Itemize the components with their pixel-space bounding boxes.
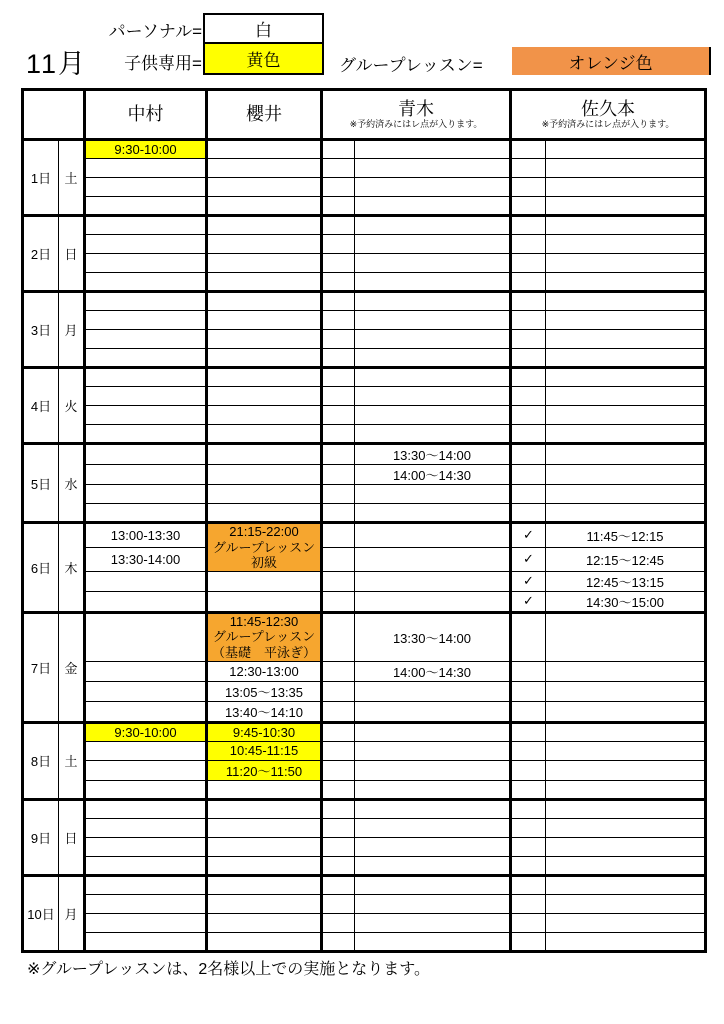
slot-d4-aoki-r3 bbox=[355, 425, 511, 444]
slot-d3-sakurai-r2 bbox=[207, 330, 322, 349]
check-cell-d3-sakumoto-r0 bbox=[511, 292, 546, 311]
dow-cell-d6: 木 bbox=[59, 523, 85, 613]
slot-d10-sakurai-r1 bbox=[207, 894, 322, 913]
slot-d3-nakamura-r2 bbox=[85, 330, 207, 349]
date-cell-d2: 2日 bbox=[23, 216, 59, 292]
slot-d1-sakumoto-r2 bbox=[546, 178, 706, 197]
dow-cell-d1: 土 bbox=[59, 140, 85, 216]
check-cell-d1-aoki-r3 bbox=[322, 197, 355, 216]
check-cell-d10-aoki-r1 bbox=[322, 894, 355, 913]
check-cell-d8-aoki-r3 bbox=[322, 780, 355, 799]
check-cell-d6-aoki-r1 bbox=[322, 547, 355, 571]
slot-d4-sakurai-r1 bbox=[207, 387, 322, 406]
slot-d5-aoki-r3 bbox=[355, 504, 511, 523]
slot-d4-sakumoto-r3 bbox=[546, 425, 706, 444]
slot-d6-nakamura-r0: 13:00-13:30 bbox=[85, 523, 207, 548]
slot-d2-sakurai-r0 bbox=[207, 216, 322, 235]
schedule-table bbox=[21, 88, 707, 953]
check-cell-d5-sakumoto-r3 bbox=[511, 504, 546, 523]
header-aoki-label: 青木 bbox=[398, 98, 434, 119]
dow-cell-d7: 金 bbox=[59, 612, 85, 722]
slot-d4-aoki-r2 bbox=[355, 406, 511, 425]
date-cell-d7: 7日 bbox=[23, 612, 59, 722]
slot-d2-nakamura-r1 bbox=[85, 235, 207, 254]
check-cell-d1-sakumoto-r1 bbox=[511, 159, 546, 178]
check-cell-d9-sakumoto-r1 bbox=[511, 818, 546, 837]
slot-d3-sakurai-r3 bbox=[207, 349, 322, 368]
check-cell-d10-aoki-r2 bbox=[322, 913, 355, 932]
slot-d1-nakamura-r1 bbox=[85, 159, 207, 178]
slot-d5-sakumoto-r0 bbox=[546, 444, 706, 465]
check-cell-d8-sakumoto-r1 bbox=[511, 741, 546, 760]
dow-cell-d4: 火 bbox=[59, 368, 85, 444]
legend-personal-value: 白 bbox=[255, 21, 272, 40]
slot-d5-sakumoto-r1 bbox=[546, 465, 706, 485]
check-cell-d10-sakumoto-r2 bbox=[511, 913, 546, 932]
slot-d1-nakamura-r2 bbox=[85, 178, 207, 197]
slot-d6-aoki-r2 bbox=[355, 571, 511, 591]
check-cell-d7-sakumoto-r0 bbox=[511, 612, 546, 661]
date-cell-d1: 1日 bbox=[23, 140, 59, 216]
check-cell-d10-aoki-r3 bbox=[322, 932, 355, 951]
slot-d6-sakumoto-r0: 11:45～12:15 bbox=[546, 523, 706, 548]
header-sakumoto-label: 佐久本 bbox=[581, 98, 635, 119]
check-cell-d5-aoki-r3 bbox=[322, 504, 355, 523]
slot-d10-sakurai-r2 bbox=[207, 913, 322, 932]
slot-d8-aoki-r3 bbox=[355, 780, 511, 799]
slot-d8-sakurai-r2: 11:20～11:50 bbox=[207, 760, 322, 780]
check-cell-d8-aoki-r0 bbox=[322, 722, 355, 741]
check-cell-d9-sakumoto-r3 bbox=[511, 856, 546, 875]
slot-d10-nakamura-r1 bbox=[85, 894, 207, 913]
dow-cell-d9: 日 bbox=[59, 799, 85, 875]
check-cell-d7-sakumoto-r2 bbox=[511, 661, 546, 681]
check-cell-d8-aoki-r2 bbox=[322, 760, 355, 780]
slot-line: 21:15-22:00 bbox=[229, 524, 299, 539]
check-cell-d7-aoki-r4 bbox=[322, 701, 355, 722]
slot-d9-aoki-r1 bbox=[355, 818, 511, 837]
slot-d3-aoki-r3 bbox=[355, 349, 511, 368]
slot-d10-aoki-r0 bbox=[355, 875, 511, 894]
header-sakurai bbox=[207, 90, 322, 140]
schedule-header bbox=[23, 90, 706, 140]
slot-d2-aoki-r3 bbox=[355, 273, 511, 292]
check-cell-d4-sakumoto-r0 bbox=[511, 368, 546, 387]
header-sakumoto bbox=[511, 90, 706, 140]
slot-d7-nakamura-r4 bbox=[85, 701, 207, 722]
check-cell-d2-aoki-r0 bbox=[322, 216, 355, 235]
check-cell-d9-aoki-r3 bbox=[322, 856, 355, 875]
slot-d6-sakumoto-r3: 14:30～15:00 bbox=[546, 591, 706, 612]
header-sakurai-label: 櫻井 bbox=[246, 104, 282, 125]
slot-d8-nakamura-r2 bbox=[85, 760, 207, 780]
slot-d6-aoki-r0 bbox=[355, 523, 511, 548]
slot-d4-aoki-r0 bbox=[355, 368, 511, 387]
slot-d7-sakurai-r2: 12:30-13:00 bbox=[207, 661, 322, 681]
slot-d1-aoki-r0 bbox=[355, 140, 511, 159]
check-cell-d2-sakumoto-r2 bbox=[511, 254, 546, 273]
slot-d5-aoki-r2 bbox=[355, 485, 511, 504]
slot-d7-sakumoto-r3 bbox=[546, 681, 706, 701]
legend-kids-label: 子供専用= bbox=[124, 54, 202, 73]
slot-d10-aoki-r1 bbox=[355, 894, 511, 913]
slot-d2-sakurai-r1 bbox=[207, 235, 322, 254]
date-cell-d8: 8日 bbox=[23, 722, 59, 799]
check-cell-d9-aoki-r1 bbox=[322, 818, 355, 837]
date-cell-d10: 10日 bbox=[23, 875, 59, 951]
slot-d1-nakamura-r0: 9:30-10:00 bbox=[85, 140, 207, 159]
slot-d3-sakumoto-r2 bbox=[546, 330, 706, 349]
slot-d10-sakumoto-r3 bbox=[546, 932, 706, 951]
check-cell-d3-aoki-r3 bbox=[322, 349, 355, 368]
slot-d6-aoki-r3 bbox=[355, 591, 511, 612]
slot-d9-aoki-r3 bbox=[355, 856, 511, 875]
slot-d9-sakurai-r3 bbox=[207, 856, 322, 875]
slot-d3-sakumoto-r0 bbox=[546, 292, 706, 311]
check-cell-d1-sakumoto-r0 bbox=[511, 140, 546, 159]
slot-d10-aoki-r2 bbox=[355, 913, 511, 932]
slot-d8-sakumoto-r0 bbox=[546, 722, 706, 741]
slot-d2-sakumoto-r0 bbox=[546, 216, 706, 235]
slot-line: 11:45-12:30 bbox=[229, 613, 299, 629]
slot-d10-sakurai-r0 bbox=[207, 875, 322, 894]
check-cell-d3-aoki-r2 bbox=[322, 330, 355, 349]
slot-d9-sakurai-r2 bbox=[207, 837, 322, 856]
legend-personal-swatch bbox=[203, 13, 324, 44]
slot-d8-aoki-r2 bbox=[355, 760, 511, 780]
slot-d1-aoki-r2 bbox=[355, 178, 511, 197]
slot-d3-aoki-r2 bbox=[355, 330, 511, 349]
legend-group-label: グループレッスン= bbox=[339, 56, 483, 75]
slot-d2-sakumoto-r1 bbox=[546, 235, 706, 254]
legend-kids-swatch bbox=[203, 44, 324, 75]
date-cell-d5: 5日 bbox=[23, 444, 59, 523]
slot-d3-nakamura-r0 bbox=[85, 292, 207, 311]
slot-d7-aoki-r0: 13:30～14:00 bbox=[355, 612, 511, 661]
slot-d2-nakamura-r0 bbox=[85, 216, 207, 235]
check-cell-d8-sakumoto-r2 bbox=[511, 760, 546, 780]
check-cell-d10-sakumoto-r3 bbox=[511, 932, 546, 951]
slot-d7-sakurai-r0 bbox=[207, 612, 322, 661]
slot-d6-sakurai-r2 bbox=[207, 571, 322, 591]
check-cell-d7-aoki-r0 bbox=[322, 612, 355, 661]
check-cell-d4-aoki-r2 bbox=[322, 406, 355, 425]
slot-d8-sakumoto-r2 bbox=[546, 760, 706, 780]
check-cell-d5-aoki-r1 bbox=[322, 465, 355, 485]
slot-d3-aoki-r1 bbox=[355, 311, 511, 330]
slot-d6-aoki-r1 bbox=[355, 547, 511, 571]
check-cell-d6-aoki-r0 bbox=[322, 523, 355, 548]
slot-d2-nakamura-r2 bbox=[85, 254, 207, 273]
slot-d1-sakurai-r3 bbox=[207, 197, 322, 216]
header-corner-cell bbox=[23, 90, 85, 140]
dow-cell-d2: 日 bbox=[59, 216, 85, 292]
slot-d9-nakamura-r1 bbox=[85, 818, 207, 837]
check-cell-d6-aoki-r3 bbox=[322, 591, 355, 612]
check-cell-d2-sakumoto-r1 bbox=[511, 235, 546, 254]
check-cell-d4-aoki-r3 bbox=[322, 425, 355, 444]
slot-d7-nakamura-r3 bbox=[85, 681, 207, 701]
slot-d7-sakumoto-r2 bbox=[546, 661, 706, 681]
check-cell-d6-sakumoto-r1: ✓ bbox=[511, 547, 546, 571]
check-cell-d6-aoki-r2 bbox=[322, 571, 355, 591]
slot-d8-sakumoto-r1 bbox=[546, 741, 706, 760]
slot-d9-nakamura-r0 bbox=[85, 799, 207, 818]
slot-d5-sakumoto-r2 bbox=[546, 485, 706, 504]
check-cell-d1-sakumoto-r3 bbox=[511, 197, 546, 216]
slot-d10-nakamura-r2 bbox=[85, 913, 207, 932]
slot-d10-aoki-r3 bbox=[355, 932, 511, 951]
slot-d4-nakamura-r2 bbox=[85, 406, 207, 425]
check-cell-d3-sakumoto-r1 bbox=[511, 311, 546, 330]
slot-d8-sakurai-r3 bbox=[207, 780, 322, 799]
date-cell-d9: 9日 bbox=[23, 799, 59, 875]
slot-d6-nakamura-r2 bbox=[85, 571, 207, 591]
header-sakumoto-note: ※予約済みにはレ点が入ります。 bbox=[541, 119, 675, 130]
check-cell-d4-sakumoto-r3 bbox=[511, 425, 546, 444]
check-cell-d4-sakumoto-r2 bbox=[511, 406, 546, 425]
slot-d10-sakurai-r3 bbox=[207, 932, 322, 951]
slot-d6-nakamura-r1: 13:30-14:00 bbox=[85, 547, 207, 571]
check-cell-d10-aoki-r0 bbox=[322, 875, 355, 894]
slot-d6-sakurai-r0 bbox=[207, 523, 322, 572]
slot-d1-aoki-r1 bbox=[355, 159, 511, 178]
check-cell-d7-sakumoto-r4 bbox=[511, 701, 546, 722]
slot-d9-sakurai-r1 bbox=[207, 818, 322, 837]
slot-line: （基礎 平泳ぎ） bbox=[211, 644, 316, 660]
slot-d7-sakumoto-r0 bbox=[546, 612, 706, 661]
date-cell-d3: 3日 bbox=[23, 292, 59, 368]
slot-d7-nakamura-r0 bbox=[85, 612, 207, 661]
check-cell-d3-sakumoto-r2 bbox=[511, 330, 546, 349]
check-cell-d6-sakumoto-r3: ✓ bbox=[511, 591, 546, 612]
check-cell-d4-aoki-r0 bbox=[322, 368, 355, 387]
check-cell-d6-sakumoto-r0: ✓ bbox=[511, 523, 546, 548]
slot-d2-sakumoto-r2 bbox=[546, 254, 706, 273]
slot-d1-nakamura-r3 bbox=[85, 197, 207, 216]
legend-personal-label: パーソナル= bbox=[108, 22, 202, 41]
slot-d6-sakumoto-r1: 12:15～12:45 bbox=[546, 547, 706, 571]
slot-d2-sakurai-r3 bbox=[207, 273, 322, 292]
slot-d6-sakumoto-r2: 12:45～13:15 bbox=[546, 571, 706, 591]
slot-d3-sakurai-r0 bbox=[207, 292, 322, 311]
slot-d4-sakurai-r0 bbox=[207, 368, 322, 387]
check-cell-d5-aoki-r2 bbox=[322, 485, 355, 504]
legend-kids-value: 黄色 bbox=[246, 51, 281, 70]
slot-d7-sakurai-r3: 13:05～13:35 bbox=[207, 681, 322, 701]
check-cell-d4-sakumoto-r1 bbox=[511, 387, 546, 406]
slot-d9-nakamura-r2 bbox=[85, 837, 207, 856]
slot-d2-sakumoto-r3 bbox=[546, 273, 706, 292]
slot-d8-sakurai-r1: 10:45-11:15 bbox=[207, 741, 322, 760]
slot-d8-nakamura-r1 bbox=[85, 741, 207, 760]
check-cell-d8-sakumoto-r3 bbox=[511, 780, 546, 799]
slot-d9-sakumoto-r2 bbox=[546, 837, 706, 856]
slot-d8-nakamura-r0: 9:30-10:00 bbox=[85, 722, 207, 741]
slot-d5-sakumoto-r3 bbox=[546, 504, 706, 523]
slot-d9-nakamura-r3 bbox=[85, 856, 207, 875]
slot-d8-nakamura-r3 bbox=[85, 780, 207, 799]
slot-d10-sakumoto-r1 bbox=[546, 894, 706, 913]
schedule-body bbox=[23, 140, 706, 952]
slot-d10-sakumoto-r0 bbox=[546, 875, 706, 894]
check-cell-d10-sakumoto-r1 bbox=[511, 894, 546, 913]
slot-d1-sakurai-r2 bbox=[207, 178, 322, 197]
slot-d8-sakumoto-r3 bbox=[546, 780, 706, 799]
slot-d9-sakumoto-r0 bbox=[546, 799, 706, 818]
check-cell-d2-sakumoto-r0 bbox=[511, 216, 546, 235]
check-cell-d3-aoki-r0 bbox=[322, 292, 355, 311]
slot-d6-sakurai-r3 bbox=[207, 591, 322, 612]
check-cell-d5-sakumoto-r2 bbox=[511, 485, 546, 504]
check-cell-d7-sakumoto-r3 bbox=[511, 681, 546, 701]
header-aoki bbox=[322, 90, 511, 140]
slot-d1-aoki-r3 bbox=[355, 197, 511, 216]
check-cell-d9-sakumoto-r2 bbox=[511, 837, 546, 856]
slot-d7-nakamura-r2 bbox=[85, 661, 207, 681]
slot-d10-sakumoto-r2 bbox=[546, 913, 706, 932]
slot-d5-sakurai-r0 bbox=[207, 444, 322, 465]
slot-d3-nakamura-r1 bbox=[85, 311, 207, 330]
header-aoki-note: ※予約済みにはレ点が入ります。 bbox=[349, 119, 483, 130]
slot-d4-sakumoto-r0 bbox=[546, 368, 706, 387]
slot-d4-nakamura-r0 bbox=[85, 368, 207, 387]
slot-d9-sakurai-r0 bbox=[207, 799, 322, 818]
slot-d5-nakamura-r2 bbox=[85, 485, 207, 504]
slot-d5-aoki-r1: 14:00～14:30 bbox=[355, 465, 511, 485]
date-cell-d6: 6日 bbox=[23, 523, 59, 613]
slot-d5-nakamura-r0 bbox=[85, 444, 207, 465]
slot-line: 初級 bbox=[250, 555, 277, 571]
slot-d2-aoki-r1 bbox=[355, 235, 511, 254]
slot-d8-aoki-r1 bbox=[355, 741, 511, 760]
check-cell-d2-aoki-r1 bbox=[322, 235, 355, 254]
slot-d4-nakamura-r1 bbox=[85, 387, 207, 406]
slot-d4-aoki-r1 bbox=[355, 387, 511, 406]
check-cell-d5-sakumoto-r1 bbox=[511, 465, 546, 485]
slot-d10-nakamura-r0 bbox=[85, 875, 207, 894]
check-cell-d9-aoki-r2 bbox=[322, 837, 355, 856]
dow-cell-d3: 月 bbox=[59, 292, 85, 368]
slot-d4-sakumoto-r1 bbox=[546, 387, 706, 406]
check-cell-d8-sakumoto-r0 bbox=[511, 722, 546, 741]
check-cell-d3-aoki-r1 bbox=[322, 311, 355, 330]
slot-line: グループレッスン bbox=[212, 539, 316, 555]
dow-cell-d8: 土 bbox=[59, 722, 85, 799]
check-cell-d10-sakumoto-r0 bbox=[511, 875, 546, 894]
slot-d9-sakumoto-r1 bbox=[546, 818, 706, 837]
slot-d9-sakumoto-r3 bbox=[546, 856, 706, 875]
slot-d7-aoki-r4 bbox=[355, 701, 511, 722]
slot-d3-aoki-r0 bbox=[355, 292, 511, 311]
check-cell-d2-sakumoto-r3 bbox=[511, 273, 546, 292]
month-title: 11月 bbox=[26, 49, 88, 79]
slot-d4-sakumoto-r2 bbox=[546, 406, 706, 425]
check-cell-d8-aoki-r1 bbox=[322, 741, 355, 760]
slot-d9-aoki-r0 bbox=[355, 799, 511, 818]
header-nakamura-label: 中村 bbox=[127, 104, 164, 125]
slot-d2-aoki-r2 bbox=[355, 254, 511, 273]
slot-d2-nakamura-r3 bbox=[85, 273, 207, 292]
check-cell-d9-sakumoto-r0 bbox=[511, 799, 546, 818]
slot-d1-sakumoto-r0 bbox=[546, 140, 706, 159]
header-nakamura bbox=[85, 90, 207, 140]
check-cell-d1-sakumoto-r2 bbox=[511, 178, 546, 197]
slot-d8-aoki-r0 bbox=[355, 722, 511, 741]
dow-cell-d5: 水 bbox=[59, 444, 85, 523]
slot-d7-sakumoto-r4 bbox=[546, 701, 706, 722]
slot-d1-sakurai-r0 bbox=[207, 140, 322, 159]
slot-line: グループレッスン bbox=[212, 629, 316, 645]
slot-d1-sakumoto-r1 bbox=[546, 159, 706, 178]
slot-d5-aoki-r0: 13:30～14:00 bbox=[355, 444, 511, 465]
slot-d4-nakamura-r3 bbox=[85, 425, 207, 444]
legend-group-swatch bbox=[512, 47, 711, 75]
slot-d5-sakurai-r3 bbox=[207, 504, 322, 523]
check-cell-d2-aoki-r3 bbox=[322, 273, 355, 292]
check-cell-d5-sakumoto-r0 bbox=[511, 444, 546, 465]
slot-d2-sakurai-r2 bbox=[207, 254, 322, 273]
check-cell-d1-aoki-r2 bbox=[322, 178, 355, 197]
check-cell-d1-aoki-r1 bbox=[322, 159, 355, 178]
date-cell-d4: 4日 bbox=[23, 368, 59, 444]
check-cell-d7-aoki-r2 bbox=[322, 661, 355, 681]
slot-d1-sakurai-r1 bbox=[207, 159, 322, 178]
slot-d10-nakamura-r3 bbox=[85, 932, 207, 951]
slot-d9-aoki-r2 bbox=[355, 837, 511, 856]
check-cell-d9-aoki-r0 bbox=[322, 799, 355, 818]
slot-d1-sakumoto-r3 bbox=[546, 197, 706, 216]
check-cell-d1-aoki-r0 bbox=[322, 140, 355, 159]
slot-d7-aoki-r2: 14:00～14:30 bbox=[355, 661, 511, 681]
slot-d5-sakurai-r2 bbox=[207, 485, 322, 504]
check-cell-d4-aoki-r1 bbox=[322, 387, 355, 406]
check-cell-d6-sakumoto-r2: ✓ bbox=[511, 571, 546, 591]
legend-group-value: オレンジ色 bbox=[568, 53, 653, 73]
footer-note: ※グループレッスンは、2名様以上での実施となります。 bbox=[27, 961, 430, 978]
slot-d6-nakamura-r3 bbox=[85, 591, 207, 612]
check-cell-d3-sakumoto-r3 bbox=[511, 349, 546, 368]
slot-d7-sakurai-r4: 13:40～14:10 bbox=[207, 701, 322, 722]
slot-d7-aoki-r3 bbox=[355, 681, 511, 701]
slot-d3-nakamura-r3 bbox=[85, 349, 207, 368]
check-cell-d2-aoki-r2 bbox=[322, 254, 355, 273]
slot-d3-sakurai-r1 bbox=[207, 311, 322, 330]
slot-d5-sakurai-r1 bbox=[207, 465, 322, 485]
slot-d5-nakamura-r1 bbox=[85, 465, 207, 485]
check-cell-d5-aoki-r0 bbox=[322, 444, 355, 465]
slot-d5-nakamura-r3 bbox=[85, 504, 207, 523]
check-cell-d7-aoki-r3 bbox=[322, 681, 355, 701]
slot-d2-aoki-r0 bbox=[355, 216, 511, 235]
slot-d3-sakumoto-r1 bbox=[546, 311, 706, 330]
slot-d4-sakurai-r2 bbox=[207, 406, 322, 425]
dow-cell-d10: 月 bbox=[59, 875, 85, 951]
slot-d8-sakurai-r0: 9:45-10:30 bbox=[207, 722, 322, 741]
slot-d4-sakurai-r3 bbox=[207, 425, 322, 444]
slot-d3-sakumoto-r3 bbox=[546, 349, 706, 368]
